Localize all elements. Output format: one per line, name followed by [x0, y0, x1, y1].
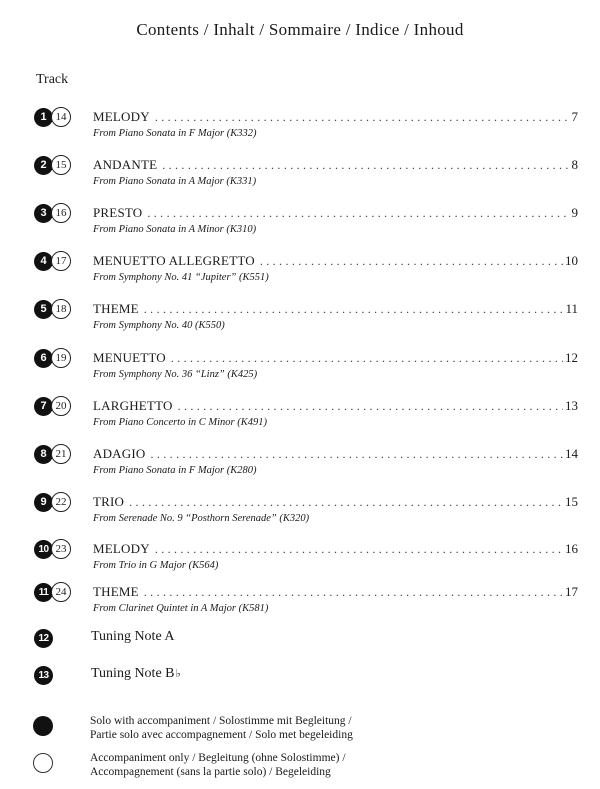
solo-track-number: 11 — [34, 583, 53, 602]
page-number: 11 — [565, 301, 578, 316]
contents-entry[interactable] — [0, 393, 600, 437]
page-number: 17 — [565, 584, 578, 599]
track-column-label: Track — [36, 72, 69, 87]
solo-track-number: 2 — [34, 156, 53, 175]
contents-entry[interactable] — [0, 296, 600, 340]
piece-title: TRIO — [93, 494, 125, 509]
piece-source: From Serenade No. 9 “Posthorn Serenade” (K320) — [93, 513, 310, 524]
accompaniment-track-number: 16 — [51, 203, 71, 223]
page-number: 13 — [565, 398, 578, 413]
page-number: 9 — [571, 205, 578, 220]
piece-source: From Clarinet Quintet in A Major (K581) — [93, 603, 269, 614]
contents-entry[interactable] — [0, 152, 600, 196]
accompaniment-track-number: 15 — [51, 155, 71, 175]
accompaniment-track-number: 20 — [51, 396, 71, 416]
solo-track-number: 7 — [34, 397, 53, 416]
legend-accomp-line2: Accompagnement (sans la partie solo) / Begeleiding — [90, 766, 331, 778]
piece-source: From Piano Concerto in C Minor (K491) — [93, 417, 268, 428]
solo-track-number: 4 — [34, 252, 53, 271]
piece-source: From Piano Sonata in F Major (K332) — [93, 128, 257, 139]
tuning-entry[interactable] — [0, 628, 600, 652]
open-circle-icon — [33, 753, 53, 773]
track-number: 12 — [34, 629, 53, 648]
contents-entry[interactable] — [0, 536, 600, 580]
flat-sign: ♭ — [175, 668, 181, 680]
piece-source: From Trio in G Major (K564) — [93, 560, 219, 571]
contents-entry[interactable] — [0, 248, 600, 292]
piece-title: MELODY — [93, 109, 150, 124]
solo-track-number: 5 — [34, 300, 53, 319]
accompaniment-track-number: 19 — [51, 348, 71, 368]
accompaniment-track-number: 17 — [51, 251, 71, 271]
page-title: Contents / Inhalt / Sommaire / Indice / Inhoud — [136, 20, 464, 39]
piece-title: MELODY — [93, 541, 150, 556]
piece-title: THEME — [93, 584, 139, 599]
contents-entry[interactable] — [0, 441, 600, 485]
page-number: 16 — [565, 541, 578, 556]
solo-track-number: 1 — [34, 108, 53, 127]
page-number: 10 — [565, 253, 578, 268]
piece-title: MENUETTO ALLEGRETTO — [93, 253, 255, 268]
page-number: 14 — [565, 446, 578, 461]
legend-accomp-line1: Accompaniment only / Begleitung (ohne Solostimme) / — [90, 752, 346, 764]
piece-source: From Symphony No. 36 “Linz” (K425) — [93, 369, 258, 380]
page-number: 15 — [565, 494, 578, 509]
filled-circle-icon — [33, 716, 53, 736]
piece-title: PRESTO — [93, 205, 143, 220]
contents-entry[interactable] — [0, 200, 600, 244]
legend-solo-line1: Solo with accompaniment / Solostimme mit Begleitung / — [90, 715, 352, 727]
contents-entry[interactable] — [0, 345, 600, 389]
piece-source: From Symphony No. 41 “Jupiter” (K551) — [93, 272, 269, 283]
legend-solo-line2: Partie solo avec accompagnement / Solo met begeleiding — [90, 729, 353, 741]
piece-title: LARGHETTO — [93, 398, 173, 413]
contents-entry[interactable] — [0, 489, 600, 533]
solo-track-number: 10 — [34, 540, 53, 559]
piece-title: ADAGIO — [93, 446, 146, 461]
contents-entry[interactable] — [0, 104, 600, 148]
solo-track-number: 9 — [34, 493, 53, 512]
piece-title: ANDANTE — [93, 157, 158, 172]
page-number: 8 — [571, 157, 578, 172]
accompaniment-track-number: 14 — [51, 107, 71, 127]
piece-source: From Piano Sonata in A Major (K331) — [93, 176, 257, 187]
solo-track-number: 6 — [34, 349, 53, 368]
accompaniment-track-number: 23 — [51, 539, 71, 559]
solo-track-number: 8 — [34, 445, 53, 464]
contents-entry[interactable] — [0, 579, 600, 623]
piece-source: From Symphony No. 40 (K550) — [93, 320, 225, 331]
page-number: 12 — [565, 350, 578, 365]
piece-title: THEME — [93, 301, 139, 316]
piece-source: From Piano Sonata in A Minor (K310) — [93, 224, 257, 235]
tuning-label: Tuning Note A — [91, 629, 175, 644]
tuning-entry[interactable] — [0, 665, 600, 689]
accompaniment-track-number: 18 — [51, 299, 71, 319]
accompaniment-track-number: 22 — [51, 492, 71, 512]
track-number: 13 — [34, 666, 53, 685]
accompaniment-track-number: 21 — [51, 444, 71, 464]
piece-source: From Piano Sonata in F Major (K280) — [93, 465, 257, 476]
accompaniment-track-number: 24 — [51, 582, 71, 602]
page-number: 7 — [571, 109, 578, 124]
piece-title: MENUETTO — [93, 350, 166, 365]
tuning-label: Tuning Note B — [91, 666, 175, 681]
solo-track-number: 3 — [34, 204, 53, 223]
